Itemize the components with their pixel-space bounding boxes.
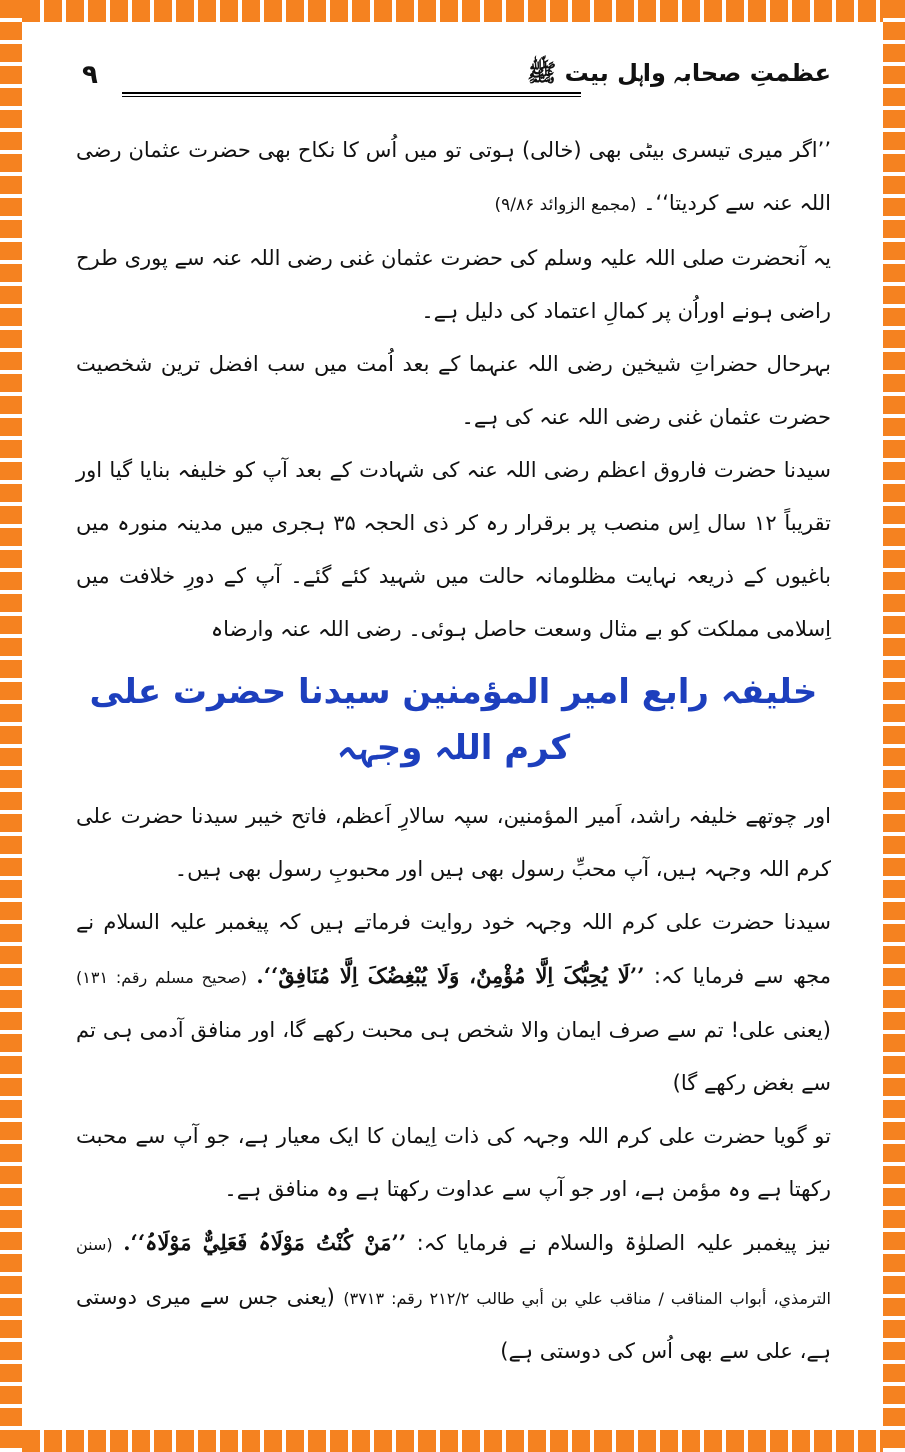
hadith-reference-2: (سنن الترمذي، أبواب المناقب / مناقب علي بن أبي طالب ۲۱۲/۲ رقم: ۳۷۱۳)	[76, 1235, 831, 1308]
book-title: عظمتِ صحابہ واہل بیت ﷺ	[527, 59, 831, 87]
paragraph-7: تو گویا حضرت علی کرم اللہ وجہہ کی ذات اِیمان کا ایک معیار ہے، جو آپ سے محبت رکھتا ہے وہ مؤمن ہے، اور جو آپ سے عداوت رکھتا ہے وہ منافق ہے۔	[76, 1124, 831, 1201]
hadith-intro-2: نیز پیغمبر علیہ الصلوٰۃ والسلام نے فرمایا کہ:	[416, 1231, 832, 1255]
section-heading: خلیفہ رابع امیر المؤمنین سیدنا حضرت علی کرم اللہ وجہہ	[89, 672, 818, 768]
hadith-arabic-2: ’’مَنْ کُنْتُ مَوْلَاہُ فَعَلِيٌّ مَوْلَاہُ‘‘.	[123, 1230, 407, 1255]
paragraph-2: یہ آنحضرت صلی اللہ علیہ وسلم کی حضرت عثمان غنی رضی اللہ عنہ سے پوری طرح راضی ہونے اوراُن پر کمالِ اعتماد کی دلیل ہے۔	[76, 246, 831, 323]
paragraph-5: اور چوتھے خلیفہ راشد، اَمیر المؤمنین، سپہ سالارِ اَعظم، فاتح خیبر سیدنا حضرت علی کرم اللہ وجہہ ہیں، آپ محبِّ رسول بھی ہیں اور محبوبِ رسول بھی ہیں۔	[76, 804, 831, 881]
paragraph-8	[76, 1216, 831, 1378]
quote-citation: (مجمع الزوائد ۹/۸۶)	[494, 195, 637, 215]
decorative-border-bottom	[0, 1430, 905, 1452]
hadith-intro: سیدنا حضرت علی کرم اللہ وجہہ خود روایت فرماتے ہیں کہ پیغمبر علیہ السلام نے مجھ سے فرمایا کہ:	[76, 910, 831, 988]
hadith-translation: (یعنی علی! تم سے صرف ایمان والا شخص ہی محبت رکھے گا، اور منافق آدمی ہی تم سے بغض رکھے گا)	[76, 1018, 831, 1095]
paragraph-quote	[76, 124, 831, 232]
paragraph-4: سیدنا حضرت فاروق اعظم رضی اللہ عنہ کی شہادت کے بعد آپ کو خلیفہ بنایا گیا اور تقریباً ۱۲ سال اِس منصب پر برقرار رہ کر ذی الحجہ ۳۵ ہجری میں مدینہ منورہ میں باغیوں کے ذریعہ نہایت مظلومانہ حالت میں شہید کئے گئے۔ آپ کے دورِ خلافت میں اِسلامی مملکت کو بے مثال وسعت حاصل ہوئی۔ رضی اللہ عنہ وارضاہ	[76, 458, 832, 641]
quote-text: ’’اگر میری تیسری بیٹی بھی (خالی) ہوتی تو میں اُس کا نکاح بھی حضرت عثمان رضی اللہ عنہ سے کردیتا‘‘۔	[76, 138, 831, 215]
page-number: ۹	[82, 60, 98, 90]
decorative-border-right	[883, 0, 905, 1452]
page-header	[76, 58, 831, 98]
page-body	[76, 124, 831, 1378]
paragraph-6	[76, 896, 831, 1110]
decorative-border-left	[0, 0, 22, 1452]
hadith-reference: (صحیح مسلم رقم: ۱۳۱)	[76, 968, 247, 987]
hadith-translation-2: (یعنی جس سے میری دوستی ہے، علی سے بھی اُس کی دوستی ہے)	[76, 1285, 831, 1363]
paragraph-3: بہرحال حضراتِ شیخین رضی اللہ عنہما کے بعد اُمت میں سب افضل ترین شخصیت حضرت عثمان غنی رضی اللہ عنہ کی ہے۔	[76, 352, 831, 429]
hadith-arabic: ’’لَا یُحِبُّکَ اِلَّا مُؤْمِنٌ، وَلَا یُبْغِضُکَ اِلَّا مُنَافِقٌ‘‘.	[256, 963, 645, 988]
header-rule	[122, 92, 581, 97]
decorative-border-top	[0, 0, 905, 22]
book-page	[76, 58, 831, 1418]
